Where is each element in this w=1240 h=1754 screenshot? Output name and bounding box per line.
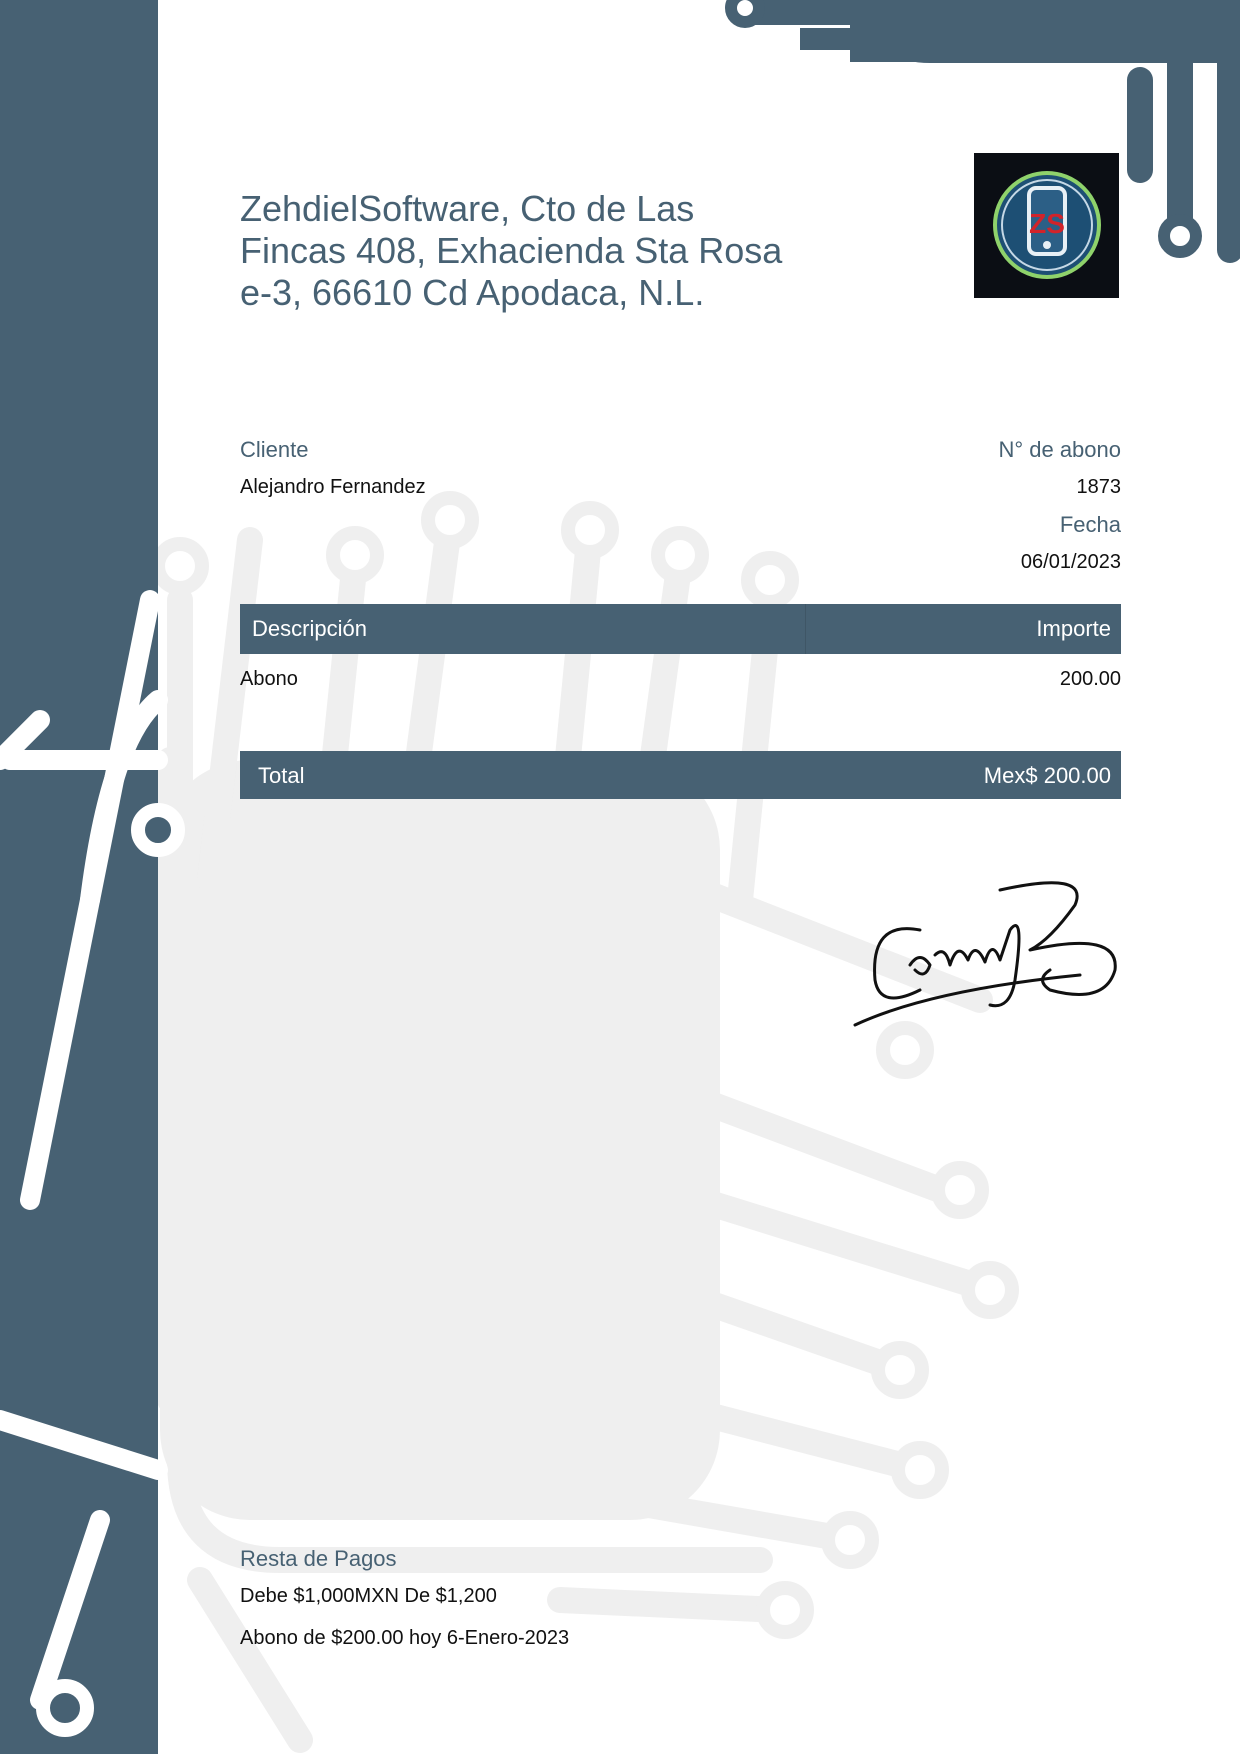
client-label: Cliente	[240, 437, 309, 462]
notes-title: Resta de Pagos	[240, 1546, 397, 1571]
notes-line-2: Abono de $200.00 hoy 6-Enero-2023	[240, 1627, 570, 1649]
row-description: Abono	[240, 668, 298, 690]
total-bar	[240, 751, 1121, 799]
company-logo	[974, 153, 1119, 298]
notes-line-1: Debe $1,000MXN De $1,200	[240, 1585, 497, 1607]
receipt-number: 1873	[1076, 476, 1121, 498]
date-label: Fecha	[1059, 512, 1121, 537]
header-description: Descripción	[252, 616, 367, 641]
date-value: 06/01/2023	[1020, 551, 1121, 573]
table-header	[240, 604, 1121, 654]
header-amount: Importe	[1036, 616, 1111, 641]
logo-text: ZS	[1029, 208, 1065, 239]
total-amount: Mex$ 200.00	[983, 763, 1111, 788]
client-name: Alejandro Fernandez	[240, 476, 426, 498]
total-label: Total	[258, 763, 305, 788]
row-amount: 200.00	[1059, 668, 1121, 690]
receipt-number-label: N° de abono	[998, 437, 1121, 462]
header-divider	[805, 604, 806, 654]
signature-image	[850, 870, 1125, 1040]
phone-logo-icon	[974, 153, 1119, 298]
company-address: ZehdielSoftware, Cto de Las Fincas 408, Exhacienda Sta Rosa e-3, 66610 Cd Apodaca, N.L.	[240, 188, 783, 313]
